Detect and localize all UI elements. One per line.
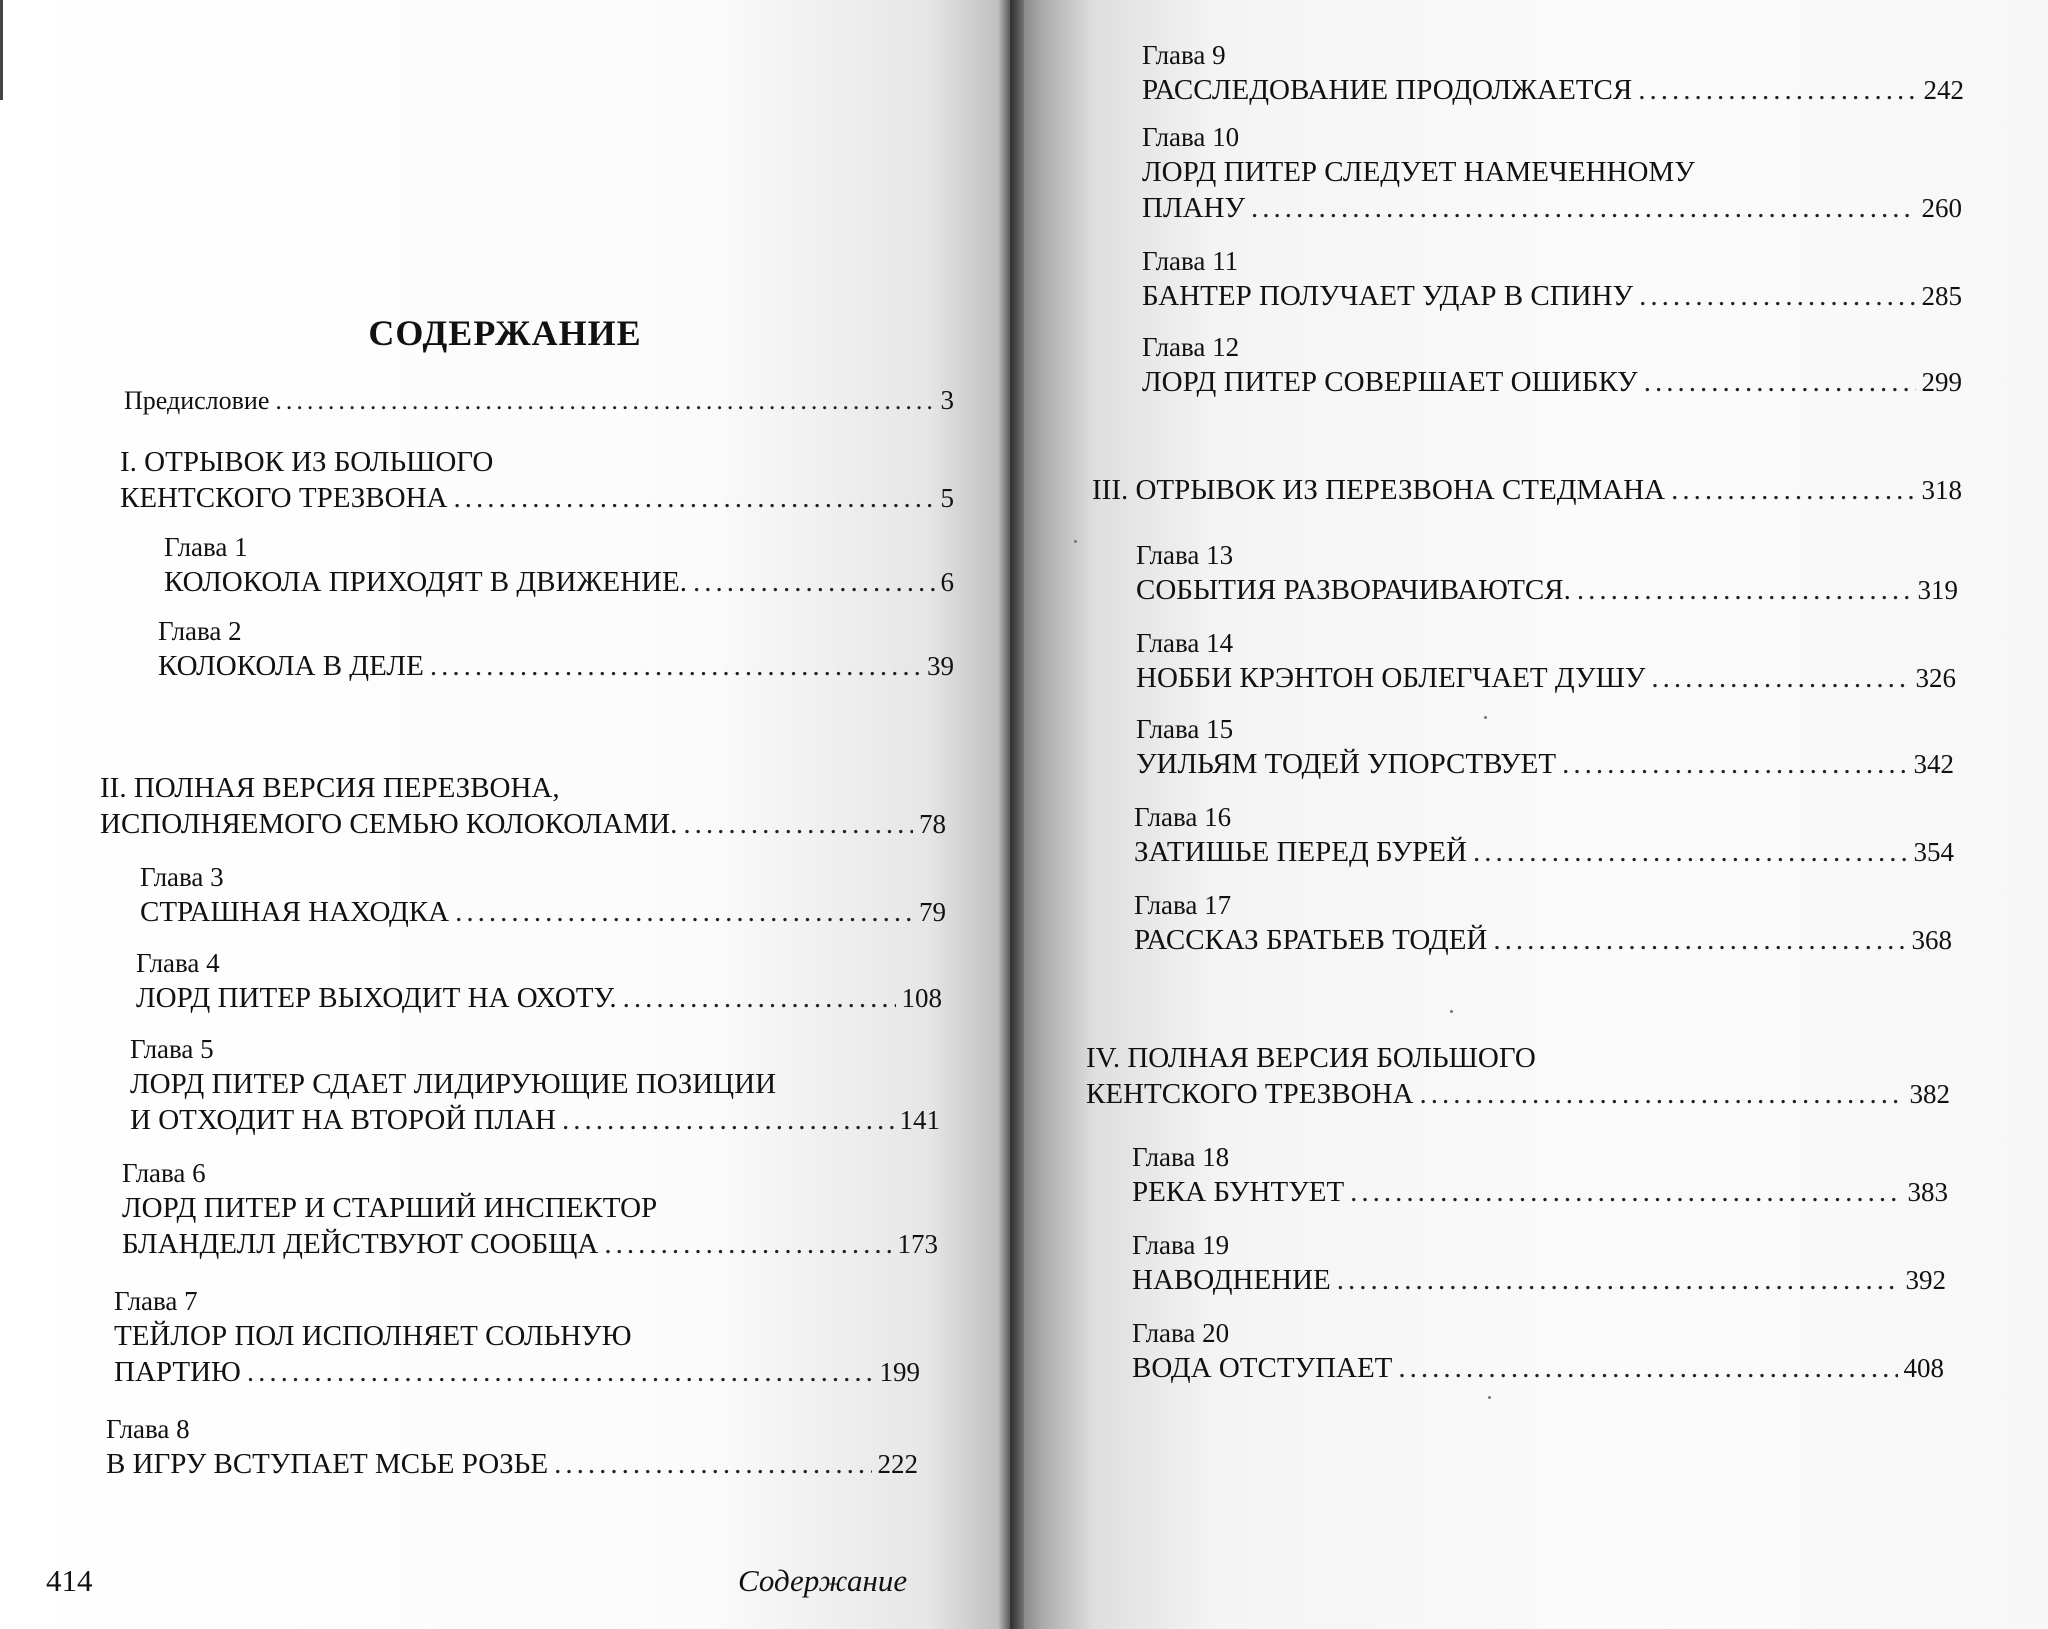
left-page	[0, 0, 1010, 1629]
page-number: 199	[879, 1357, 920, 1387]
page-number: 242	[1923, 75, 1964, 105]
page-number: 318	[1921, 475, 1962, 505]
toc-chapter-15	[1136, 712, 1954, 782]
chapter-label: Глава 7	[114, 1286, 198, 1316]
chapter-label: Глава 3	[140, 862, 224, 892]
chapter-title: ЛОРД ПИТЕР ВЫХОДИТ НА ОХОТУ.	[136, 982, 617, 1014]
leader-dots	[247, 1354, 874, 1390]
page-number: 285	[1921, 281, 1962, 311]
part-title: III. ОТРЫВОК ИЗ ПЕРЕЗВОНА СТЕДМАНА	[1092, 474, 1666, 506]
chapter-label: Глава 14	[1136, 628, 1234, 658]
leader-dots	[1651, 660, 1909, 696]
chapter-label: Глава 17	[1134, 890, 1232, 920]
part-title-line: КЕНТСКОГО ТРЕЗВОНА	[1086, 1078, 1414, 1110]
part-title-line: КЕНТСКОГО ТРЕЗВОНА	[120, 482, 448, 514]
leader-dots	[1577, 572, 1912, 608]
toc-chapter-14	[1136, 626, 1956, 696]
page-number: 408	[1903, 1353, 1944, 1383]
chapter-title: СТРАШНАЯ НАХОДКА	[140, 896, 450, 928]
page-number: 108	[901, 983, 942, 1013]
toc-chapter-7	[114, 1284, 920, 1390]
chapter-title: ЛОРД ПИТЕР СОВЕРШАЕТ ОШИБКУ	[1142, 366, 1638, 398]
leader-dots	[683, 806, 913, 842]
page-number: 5	[940, 483, 954, 513]
toc-chapter-16	[1134, 800, 1954, 870]
toc-chapter-20	[1132, 1316, 1944, 1386]
page-number: 173	[897, 1229, 938, 1259]
chapter-title-line: ПАРТИЮ	[114, 1356, 241, 1388]
page-number: 368	[1911, 925, 1952, 955]
toc-part-3	[1092, 472, 1962, 508]
toc-part-4	[1086, 1040, 1950, 1112]
page-edge-mark	[0, 0, 3, 100]
leader-dots	[693, 564, 935, 600]
chapter-title: КОЛОКОЛА В ДЕЛЕ	[158, 650, 424, 682]
running-head: Содержание	[738, 1563, 908, 1598]
chapter-title: РАССКАЗ БРАТЬЕВ ТОДЕЙ	[1134, 924, 1488, 956]
chapter-title: ВОДА ОТСТУПАЕТ	[1132, 1352, 1393, 1384]
chapter-label: Глава 20	[1132, 1318, 1230, 1348]
page-number: 392	[1905, 1265, 1946, 1295]
leader-dots	[1644, 364, 1916, 400]
toc-chapter-19	[1132, 1228, 1946, 1298]
page-number: 79	[919, 897, 946, 927]
leader-dots	[1638, 72, 1917, 108]
page-number: 222	[877, 1449, 918, 1479]
leader-dots	[275, 383, 934, 419]
chapter-label: Глава 5	[130, 1034, 214, 1064]
page-folio: 414	[46, 1563, 93, 1598]
chapter-title-line: ТЕЙЛОР ПОЛ ИСПОЛНЯЕТ СОЛЬНУЮ	[114, 1320, 632, 1352]
leader-dots	[1562, 746, 1907, 782]
chapter-title-line: И ОТХОДИТ НА ВТОРОЙ ПЛАН	[130, 1104, 556, 1136]
chapter-label: Глава 2	[158, 616, 242, 646]
part-title-line: IV. ПОЛНАЯ ВЕРСИЯ БОЛЬШОГО	[1086, 1042, 1536, 1074]
toc-chapter-6	[122, 1156, 938, 1262]
leader-dots	[1350, 1174, 1901, 1210]
chapter-label: Глава 11	[1142, 246, 1239, 276]
page-number: 342	[1913, 749, 1954, 779]
leader-dots	[604, 1226, 891, 1262]
page-number: 141	[899, 1105, 940, 1135]
right-page	[1010, 0, 2048, 1629]
leader-dots	[1639, 278, 1915, 314]
leader-dots	[455, 894, 913, 930]
leader-dots	[453, 480, 934, 516]
toc-chapter-5	[130, 1032, 940, 1138]
chapter-label: Глава 18	[1132, 1142, 1230, 1172]
chapter-label: Глава 15	[1136, 714, 1234, 744]
toc-chapter-3	[140, 860, 946, 930]
chapter-title: ЗАТИШЬЕ ПЕРЕД БУРЕЙ	[1134, 836, 1467, 868]
toc-chapter-17	[1134, 888, 1952, 958]
toc-chapter-11	[1142, 244, 1962, 314]
page-number: 3	[940, 385, 954, 415]
chapter-title-line: ЛОРД ПИТЕР СЛЕДУЕТ НАМЕЧЕННОМУ	[1142, 156, 1695, 188]
chapter-title: УИЛЬЯМ ТОДЕЙ УПОРСТВУЕТ	[1136, 748, 1557, 780]
toc-entry-preface	[124, 382, 954, 419]
chapter-title: НОББИ КРЭНТОН ОБЛЕГЧАЕТ ДУШУ	[1136, 662, 1646, 694]
leader-dots	[1337, 1262, 1900, 1298]
leader-dots	[430, 648, 921, 684]
chapter-title: СОБЫТИЯ РАЗВОРАЧИВАЮТСЯ.	[1136, 574, 1571, 606]
page-number: 354	[1913, 837, 1954, 867]
leader-dots	[1473, 834, 1908, 870]
leader-dots	[562, 1102, 894, 1138]
chapter-label: Глава 8	[106, 1414, 190, 1444]
chapter-title-line: БЛАНДЕЛЛ ДЕЙСТВУЮТ СООБЩА	[122, 1228, 599, 1260]
leader-dots	[554, 1446, 871, 1482]
page-number: 326	[1915, 663, 1956, 693]
toc-chapter-8	[106, 1412, 918, 1482]
toc-chapter-18	[1132, 1140, 1948, 1210]
chapter-label: Глава 16	[1134, 802, 1232, 832]
chapter-title: РАССЛЕДОВАНИЕ ПРОДОЛЖАЕТСЯ	[1142, 74, 1633, 106]
chapter-title: БАНТЕР ПОЛУЧАЕТ УДАР В СПИНУ	[1142, 280, 1634, 312]
page-number: 299	[1921, 367, 1962, 397]
contents-title: СОДЕРЖАНИЕ	[368, 313, 642, 353]
chapter-title-line: ЛОРД ПИТЕР СДАЕТ ЛИДИРУЮЩИЕ ПОЗИЦИИ	[130, 1068, 777, 1100]
leader-dots	[1419, 1076, 1903, 1112]
page-number: 319	[1917, 575, 1958, 605]
page-number: 78	[919, 809, 946, 839]
page-number: 39	[927, 651, 954, 681]
chapter-label: Глава 1	[164, 532, 248, 562]
chapter-title: РЕКА БУНТУЕТ	[1132, 1176, 1345, 1208]
page-number: 260	[1921, 193, 1962, 223]
leader-dots	[623, 980, 896, 1016]
chapter-title: КОЛОКОЛА ПРИХОДЯТ В ДВИЖЕНИЕ.	[164, 566, 687, 598]
toc-chapter-9	[1142, 38, 1964, 108]
part-title-line: II. ПОЛНАЯ ВЕРСИЯ ПЕРЕЗВОНА,	[100, 772, 560, 804]
preface-label: Предисловие	[124, 386, 270, 415]
toc-part-2	[100, 770, 946, 842]
leader-dots	[1398, 1350, 1897, 1386]
leader-dots	[1671, 472, 1915, 508]
toc-chapter-10	[1142, 120, 1962, 226]
toc-chapter-13	[1136, 538, 1958, 608]
chapter-title: В ИГРУ ВСТУПАЕТ МСЬЕ РОЗЬЕ	[106, 1448, 549, 1480]
page-number: 383	[1907, 1177, 1948, 1207]
chapter-label: Глава 9	[1142, 40, 1226, 70]
toc-chapter-1	[164, 530, 954, 600]
part-title-line: ИСПОЛНЯЕМОГО СЕМЬЮ КОЛОКОЛАМИ.	[100, 808, 678, 840]
toc-chapter-12	[1142, 330, 1962, 400]
chapter-title-line: ПЛАНУ	[1142, 192, 1246, 224]
chapter-title-line: ЛОРД ПИТЕР И СТАРШИЙ ИНСПЕКТОР	[122, 1192, 658, 1224]
toc-part-1	[120, 444, 954, 516]
part-title-line: I. ОТРЫВОК ИЗ БОЛЬШОГО	[120, 446, 494, 478]
leader-dots	[1493, 922, 1905, 958]
chapter-label: Глава 4	[136, 948, 220, 978]
chapter-label: Глава 6	[122, 1158, 206, 1188]
chapter-title: НАВОДНЕНИЕ	[1132, 1264, 1331, 1296]
chapter-label: Глава 12	[1142, 332, 1240, 362]
leader-dots	[1251, 190, 1915, 226]
chapter-label: Глава 10	[1142, 122, 1240, 152]
toc-chapter-2	[158, 614, 954, 684]
chapter-label: Глава 19	[1132, 1230, 1230, 1260]
page-number: 382	[1909, 1079, 1950, 1109]
page-number: 6	[940, 567, 954, 597]
toc-chapter-4	[136, 946, 942, 1016]
book-gutter-shadow	[998, 0, 1024, 1629]
chapter-label: Глава 13	[1136, 540, 1234, 570]
